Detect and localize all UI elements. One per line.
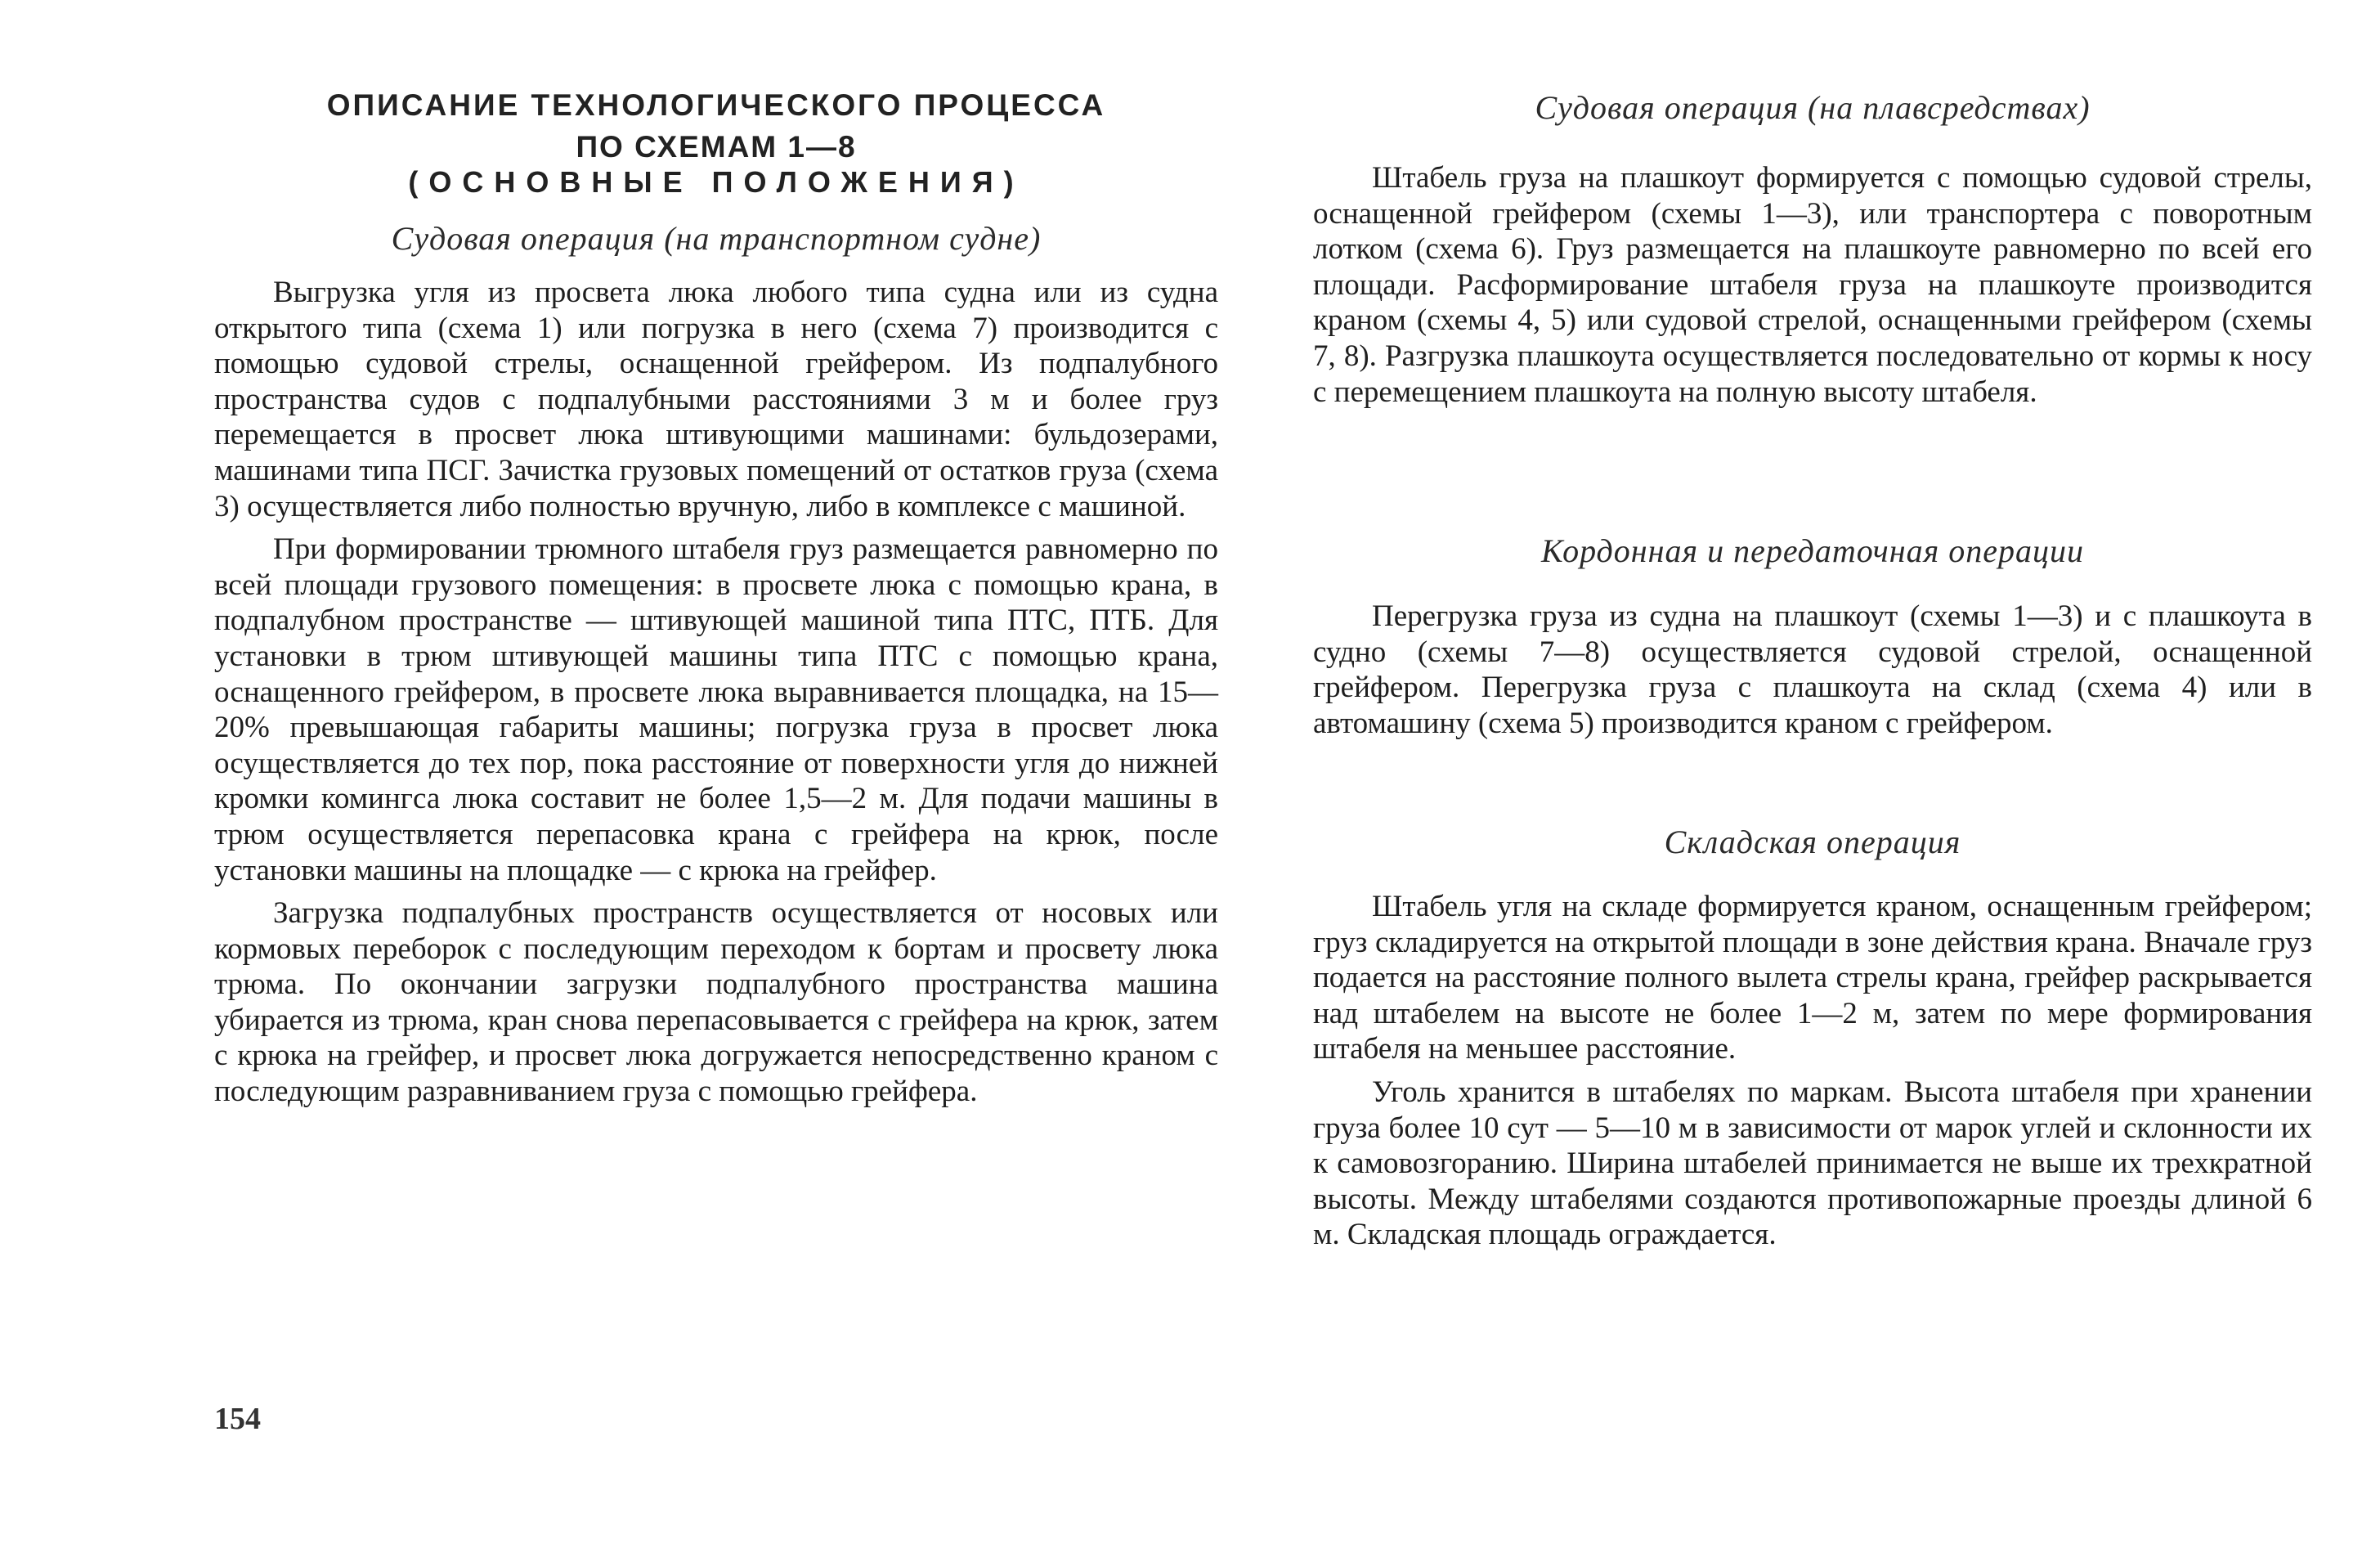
section-title-warehouse: Складская операция xyxy=(1664,824,1961,860)
left-body-text xyxy=(214,275,1218,1110)
right-body-floating-craft xyxy=(1313,160,2312,410)
right-page xyxy=(1313,0,2312,1553)
page-number: 154 xyxy=(214,1402,261,1436)
main-heading-line2: ПО СХЕМАМ 1—8 xyxy=(576,130,857,164)
paragraph: Штабель груза на плашкоут формируется с помощью судовой стрелы, оснащенной грейфером (схемы 1—3), или транспортера с поворотным лотком (схема 6). Груз размещается на плашкоуте равномерно по всей его площади. Расформирование штабеля груза на плашкоуте производится краном (схемы 4, 5) или судовой стрелой, оснащенными грейфером (схемы 7, 8). Разгрузка плашкоута осуществляется последовательно от кормы к носу с перемещением плашкоута на полную высоту штабеля. xyxy=(1313,161,2312,409)
right-body-cordon-transfer xyxy=(1313,599,2312,741)
paragraph: При формировании трюмного штабеля груз размещается равномерно по всей площади грузового помещения: в просвете люка с помощью крана, в подпалубном пространстве — штивующей машиной типа ПТС, ПТБ. Для установки в трюм штивующей машины типа ПТС с помощью крана, оснащенного грейфером, в просвете люка выравнивается площадка, на 15—20% превышающая габариты машины; погрузка груза в просвет люка осуществляется до тех пор, пока расстояние от поверхности угля до нижней кромки комингса люка составит не более 1,5—2 м. Для подачи машины в трюм осуществляется перепасовка крана с грейфера на крюк, после установки машины на площадке — с крюка на грейфер. xyxy=(214,532,1218,887)
section-title-floating-craft: Судовая операция (на плавсредствах) xyxy=(1535,89,2091,126)
paragraph: Штабель угля на складе формируется краном, оснащенным грейфером; груз складируется на открытой площади в зоне действия крана. Вначале груз подается на расстояние полного вылета стрелы крана, грейфер раскрывается над штабелем на высоте не более 1—2 м, затем по мере формирования штабеля на меньшее расстояние. xyxy=(1313,890,2312,1066)
paragraph: Выгрузка угля из просвета люка любого типа судна или из судна открытого типа (схема 1) или погрузка в него (схема 7) производится с помощью судовой стрелы, оснащенной грейфером. Из подпалубного пространства судов с подпалубными расстояниями 3 м и более груз перемещается в просвет люка штивующими машинами: бульдозерами, машинами типа ПСГ. Зачистка грузовых помещений от остатков груза (схема 3) осуществляется либо полностью вручную, либо в комплексе с машиной. xyxy=(214,276,1218,523)
right-body-warehouse xyxy=(1313,889,2312,1253)
left-page xyxy=(214,0,1218,1553)
paragraph: Уголь хранится в штабелях по маркам. Высота штабеля при хранении груза более 10 сут — 5—10 м в зависимости от марок углей и склонности их к самовозгоранию. Ширина штабелей принимается не выше их трехкратной высоты. Между штабелями создаются противопожарные проезды длиной 6 м. Складская площадь ограждается. xyxy=(1313,1075,2312,1252)
main-heading-line3: (ОСНОВНЫЕ ПОЛОЖЕНИЯ) xyxy=(408,165,1024,199)
paragraph: Перегрузка груза из судна на плашкоут (схемы 1—3) и с плашкоута в судно (схемы 7—8) осуществляется судовой стрелой, оснащенной грейфером. Перегрузка груза с плашкоута на склад (схема 4) или в автомашину (схема 5) производится краном с грейфером. xyxy=(1313,599,2312,740)
section-title-transport-vessel: Судовая операция (на транспортном судне) xyxy=(391,220,1042,257)
main-heading-line1: ОПИСАНИЕ ТЕХНОЛОГИЧЕСКОГО ПРОЦЕССА xyxy=(326,88,1106,122)
section-title-cordon-transfer: Кордонная и передаточная операции xyxy=(1541,532,2084,569)
paragraph: Загрузка подпалубных пространств осуществляется от носовых или кормовых переборок с последующим переходом к бортам и просвету люка трюма. По окончании загрузки подпалубного пространства машина убирается из трюма, кран снова перепасовывается с грейфера на крюк, затем с крюка на грейфер, и просвет люка догружается непосредственно краном с последующим разравниванием груза с помощью грейфера. xyxy=(214,896,1218,1109)
